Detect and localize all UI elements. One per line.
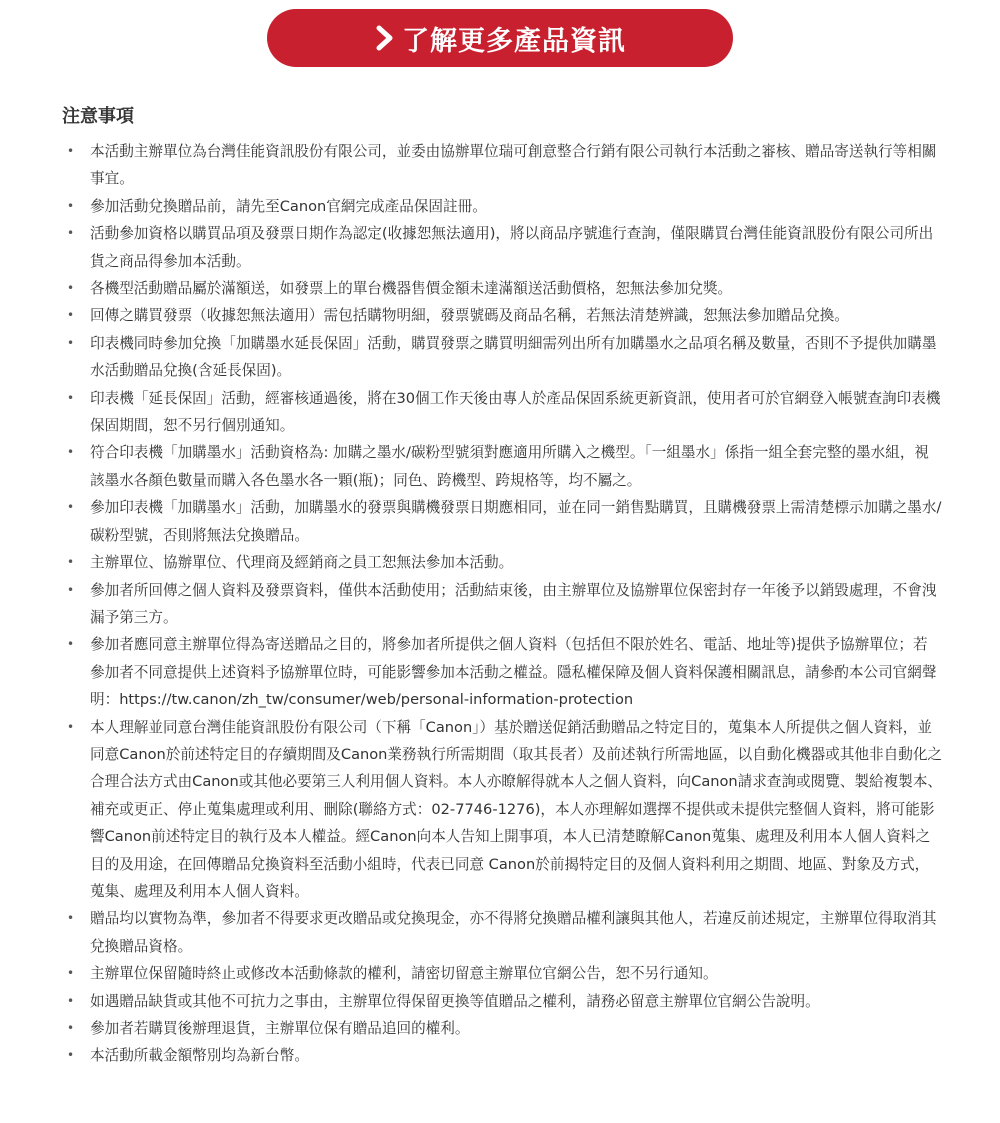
list-item-text: 如遇贈品缺貨或其他不可抗力之事由，主辦單位得保留更換等值贈品之權利，請務必留意主辦單位官網公告說明。 — [90, 992, 820, 1010]
bullet: • — [67, 1048, 75, 1063]
list-item-text: 印表機「延長保固」活動，經審核通過後，將在30個工作天後由專人於產品保固系統更新資訊，使用者可於官網登入帳號查詢印表機保固期間，恕不另行個別通知。 — [90, 389, 941, 435]
list-item — [62, 960, 942, 987]
list-item — [62, 577, 942, 632]
list-item — [62, 905, 942, 960]
notice-section — [62, 104, 942, 1070]
bullet: • — [67, 390, 75, 405]
bullet: • — [67, 445, 75, 460]
bullet: • — [67, 281, 75, 296]
list-item — [62, 138, 942, 193]
bullet: • — [67, 335, 75, 350]
list-item — [62, 193, 942, 220]
list-item-text: 贈品均以實物為準，參加者不得要求更改贈品或兌換現金，亦不得將兌換贈品權利讓與其他人，若違反前述規定，主辦單位得取消其兌換贈品資格。 — [90, 910, 937, 955]
bullet: • — [67, 308, 75, 323]
list-item — [62, 1042, 942, 1069]
bullet: • — [67, 198, 75, 213]
bullet: • — [67, 144, 75, 158]
list-item — [62, 439, 942, 494]
bullet: • — [67, 719, 75, 734]
bullet: • — [67, 966, 75, 981]
notice-list — [62, 138, 942, 1070]
learn-more-label: 了解更多產品資訊 — [402, 25, 626, 57]
list-item-text: 主辦單位保留隨時終止或修改本活動條款的權利，請密切留意主辦單位官網公告，恕不另行通知。 — [90, 965, 718, 983]
bullet: • — [67, 993, 75, 1008]
list-item-text: 參加者應同意主辦單位得為寄送贈品之目的，將參加者所提供之個人資料（包括但不限於姓名、電話、地址等)提供予協辦單位；若參加者不同意提供上述資料予協辦單位時，可能影響參加本活動之權益。隱私權保障及個人資料保護相關訊息，請參酌本公司官網聲明：https://tw.canon/zh_tw/consumer/web/personal-information-protection — [90, 636, 937, 709]
list-item — [62, 220, 942, 275]
list-item-text: 本活動所載金額幣別均為新台幣。 — [90, 1047, 309, 1065]
list-item-text: 參加者所回傳之個人資料及發票資料，僅供本活動使用；活動結束後，由主辦單位及協辦單位保密封存一年後予以銷毀處理，不會洩漏予第三方。 — [90, 581, 937, 626]
list-item — [62, 494, 942, 549]
notice-title: 注意事項 — [62, 106, 134, 127]
cta-container — [0, 9, 1000, 67]
list-item — [62, 1015, 942, 1042]
bullet: • — [67, 555, 75, 570]
learn-more-button[interactable] — [267, 9, 733, 67]
list-item-text: 主辦單位、協辦單位、代理商及經銷商之員工恕無法參加本活動。 — [90, 554, 514, 572]
bullet: • — [67, 1021, 75, 1035]
bullet: • — [67, 582, 75, 597]
list-item-text: 各機型活動贈品屬於滿額送，如發票上的單台機器售價金額未達滿額送活動價格，恕無法參加兌獎。 — [90, 280, 733, 298]
list-item-text: 參加活動兌換贈品前，請先至Canon官網完成產品保固註冊。 — [90, 197, 487, 215]
list-item — [62, 385, 942, 440]
chevron-right-icon — [374, 23, 396, 53]
list-item — [62, 631, 942, 713]
list-item-text: 回傳之購買發票（收據恕無法適用）需包括購物明細，發票號碼及商品名稱，若無法清楚辨識，恕無法參加贈品兌換。 — [90, 307, 849, 325]
list-item — [62, 330, 942, 385]
list-item — [62, 988, 942, 1015]
list-item-text: 參加者若購買後辦理退貨，主辦單位保有贈品追回的權利。 — [90, 1020, 470, 1037]
list-item — [62, 302, 942, 329]
bullet: • — [67, 637, 75, 652]
list-item-text: 參加印表機「加購墨水」活動，加購墨水的發票與購機發票日期應相同，並在同一銷售點購買，且購機發票上需清楚標示加購之墨水/碳粉型號，否則將無法兌換贈品。 — [90, 499, 942, 544]
list-item — [62, 549, 942, 576]
list-item-text: 符合印表機「加購墨水」活動資格為: 加購之墨水/碳粉型號須對應適用所購入之機型。「一組墨水」係指一組全套完整的墨水組，視該墨水各顏色數量而購入各色墨水各一顆(瓶)；同色、跨機型、跨規格等，均不屬之。 — [90, 444, 930, 489]
bullet: • — [67, 226, 75, 241]
list-item-text: 活動參加資格以購買品項及發票日期作為認定(收據恕無法適用)，將以商品序號進行查詢，僅限購買台灣佳能資訊股份有限公司所出貨之商品得參加本活動。 — [90, 225, 934, 270]
bullet: • — [67, 911, 75, 926]
list-item-text: 印表機同時參加兌換「加購墨水延長保固」活動，購買發票之購買明細需列出所有加購墨水之品項名稱及數量，否則不予提供加購墨水活動贈品兌換(含延長保固)。 — [90, 334, 937, 380]
bullet: • — [67, 500, 75, 515]
list-item-text: 本人理解並同意台灣佳能資訊股份有限公司（下稱「Canon」）基於贈送促銷活動贈品之特定目的，蒐集本人所提供之個人資料，並同意Canon於前述特定目的存續期間及Canon業務執行所需期間（取其長者）及前述執行所需地區，以自動化機器或其他非自動化之合理合法方式由Canon或其他必要第三人利用個人資料。本人亦瞭解得就本人之個人資料，向Canon請求查詢或閱覽、製給複製本、補充或更正、停止蒐集處理或利用、刪除(聯絡方式：02-7746-1276)，本人亦理解如選擇不提供或未提供完整個人資料，將可能影響Canon前述特定目的執行及本人權益。經Canon向本人告知上開事項，本人已清楚瞭解Canon蒐集、處理及利用本人個人資料之目的及用途，在回傳贈品兌換資料至活動小組時，代表已同意 Canon於前揭特定目的及個人資料利用之期間、地區、對象及方式，蒐集、處理及利用本人個人資料。 — [90, 718, 943, 900]
list-item — [62, 714, 942, 906]
list-item-text: 本活動主辦單位為台灣佳能資訊股份有限公司，並委由協辦單位瑞可創意整合行銷有限公司執行本活動之審核、贈品寄送執行等相關事宜。 — [90, 143, 937, 188]
list-item — [62, 275, 942, 302]
